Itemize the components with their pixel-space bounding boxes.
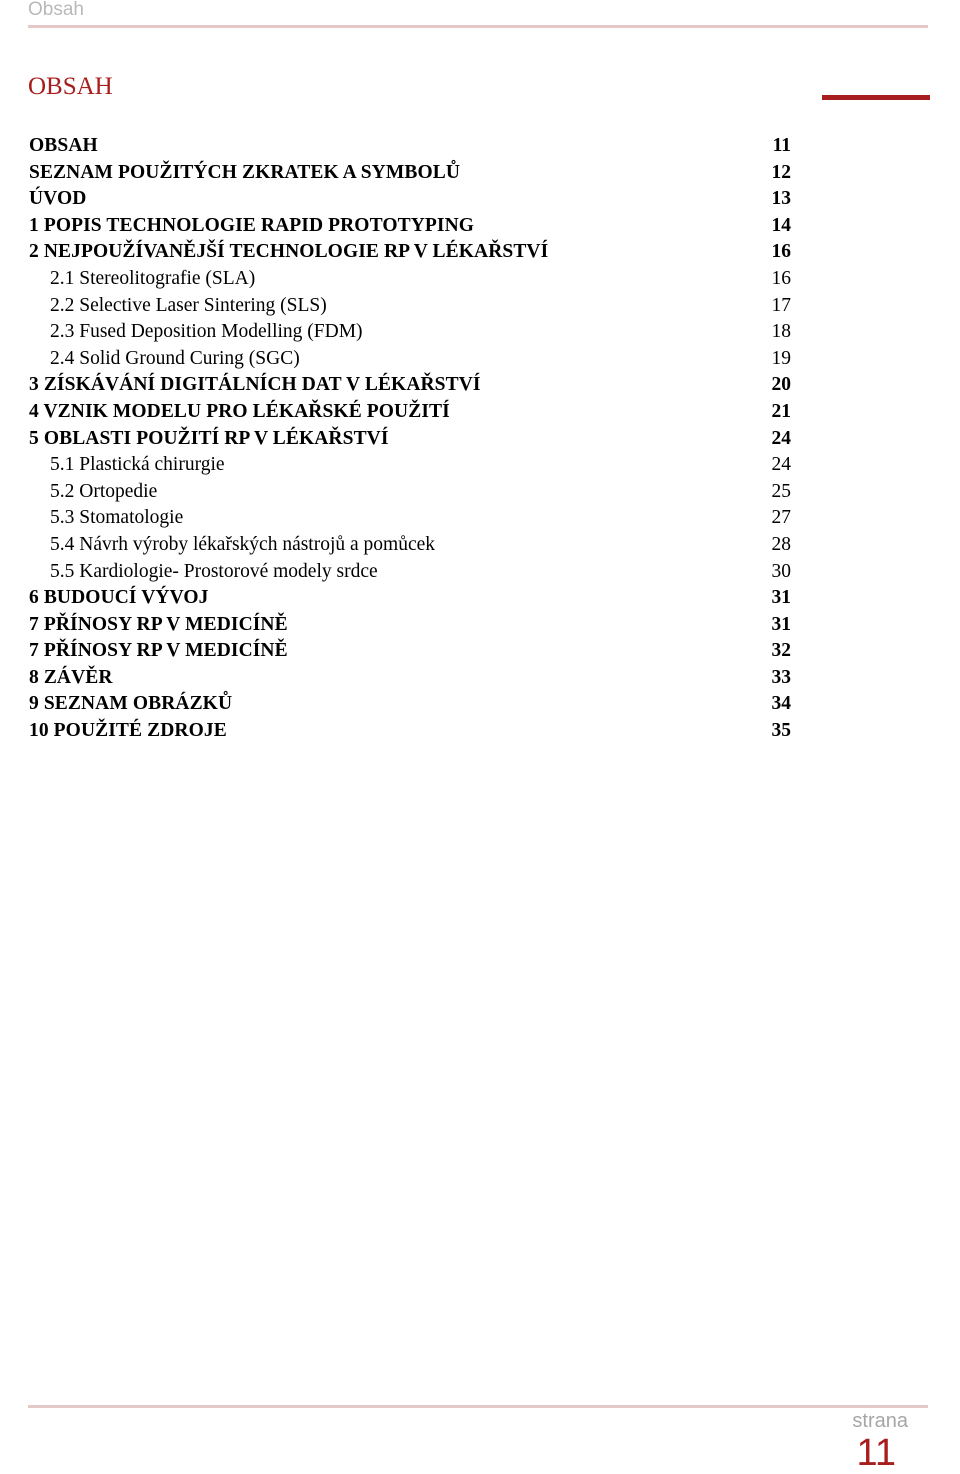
footer-page-number: 11: [856, 1432, 896, 1474]
toc-entry[interactable]: [29, 293, 791, 320]
toc-entry-page: 14: [771, 214, 791, 236]
toc-entry-page: 35: [771, 720, 791, 742]
toc-entry-page: 21: [771, 400, 791, 422]
toc-entry[interactable]: [29, 718, 791, 745]
toc-entry[interactable]: [29, 479, 791, 506]
toc-entry-page: 31: [771, 613, 791, 635]
toc-entry-page: 30: [771, 560, 791, 582]
header-rule: [28, 25, 928, 28]
toc-entry-page: 13: [771, 188, 791, 210]
footer-page-label: strana: [852, 1410, 908, 1432]
toc-entry-page: 20: [771, 374, 791, 396]
toc-entry-title: 1 POPIS TECHNOLOGIE RAPID PROTOTYPING: [29, 214, 475, 236]
toc-entry-page: 12: [771, 161, 791, 183]
toc-entry-title: 2.3 Fused Deposition Modelling (FDM): [50, 321, 363, 343]
toc-entry[interactable]: [29, 559, 791, 586]
toc-entry-title: 2 NEJPOUŽÍVANĚJŠÍ TECHNOLOGIE RP V LÉKAŘSTVÍ: [29, 241, 549, 263]
toc-entry-title: 5.4 Návrh výroby lékařských nástrojů a pomůcek: [50, 533, 436, 555]
toc-entry-title: 10 POUŽITÉ ZDROJE: [29, 720, 227, 742]
toc-entry-title: 7 PŘÍNOSY RP V MEDICÍNĚ: [29, 613, 288, 635]
toc-entry-title: 2.1 Stereolitografie (SLA): [50, 267, 256, 289]
toc-entry-title: OBSAH: [29, 135, 98, 156]
toc-entry-page: 32: [771, 640, 791, 662]
toc-entry-title: 5.1 Plastická chirurgie: [50, 454, 225, 476]
toc-entry-page: 24: [771, 454, 791, 476]
toc-entry-title: 3 ZÍSKÁVÁNÍ DIGITÁLNÍCH DAT V LÉKAŘSTVÍ: [29, 374, 481, 396]
toc-entry[interactable]: [29, 505, 791, 532]
toc-entry[interactable]: [29, 585, 791, 612]
toc-entry-page: 17: [771, 294, 791, 316]
toc-entry-title: 7 PŘÍNOSY RP V MEDICÍNĚ: [29, 640, 288, 662]
toc-entry[interactable]: [29, 452, 791, 479]
toc-entry-title: 5.2 Ortopedie: [50, 480, 158, 502]
toc-entry-page: 16: [771, 267, 791, 289]
toc-entry-page: 25: [771, 480, 791, 502]
toc-entry[interactable]: [29, 319, 791, 346]
toc-entry[interactable]: [29, 532, 791, 559]
toc-entry[interactable]: [29, 266, 791, 293]
toc-entry-page: 31: [771, 587, 791, 609]
toc-entry-title: SEZNAM POUŽITÝCH ZKRATEK A SYMBOLŮ: [29, 161, 461, 183]
toc-entry-page: 18: [771, 321, 791, 343]
toc-entry[interactable]: [29, 691, 791, 718]
toc-entry[interactable]: [29, 612, 791, 639]
toc-entry[interactable]: [29, 213, 791, 240]
title-accent-bar: [822, 95, 930, 100]
page-title: OBSAH: [28, 73, 113, 100]
toc-entry-page: 33: [771, 666, 791, 688]
toc-entry-page: 19: [771, 347, 791, 369]
toc-entry[interactable]: [29, 186, 791, 213]
toc-entry-title: 4 VZNIK MODELU PRO LÉKAŘSKÉ POUŽITÍ: [29, 400, 450, 422]
toc-entry[interactable]: [29, 426, 791, 453]
toc-entry[interactable]: [29, 346, 791, 373]
table-of-contents: [29, 133, 791, 745]
toc-entry[interactable]: [29, 665, 791, 692]
toc-entry[interactable]: [29, 638, 791, 665]
toc-entry-title: 5.5 Kardiologie- Prostorové modely srdce: [50, 560, 378, 582]
toc-entry-title: 6 BUDOUCÍ VÝVOJ: [29, 587, 209, 609]
toc-entry-page: 34: [771, 693, 791, 715]
toc-entry-page: 16: [771, 241, 791, 263]
toc-entry-title: 8 ZÁVĚR: [29, 666, 113, 688]
toc-entry[interactable]: [29, 399, 791, 426]
toc-entry[interactable]: [29, 372, 791, 399]
toc-entry-title: 2.2 Selective Laser Sintering (SLS): [50, 294, 327, 316]
toc-entry-title: ÚVOD: [29, 188, 87, 210]
footer-rule: [28, 1405, 928, 1408]
toc-entry-page: 27: [771, 507, 791, 529]
toc-entry-title: 5 OBLASTI POUŽITÍ RP V LÉKAŘSTVÍ: [29, 427, 389, 449]
running-header: Obsah: [28, 0, 84, 20]
toc-entry-page: 24: [771, 427, 791, 449]
toc-entry-page: 28: [771, 533, 791, 555]
toc-entry[interactable]: [29, 133, 791, 160]
toc-entry[interactable]: [29, 160, 791, 187]
toc-entry[interactable]: [29, 239, 791, 266]
toc-entry-title: 5.3 Stomatologie: [50, 507, 184, 529]
toc-entry-page: 11: [772, 135, 791, 156]
toc-entry-title: 9 SEZNAM OBRÁZKŮ: [29, 693, 233, 715]
toc-entry-title: 2.4 Solid Ground Curing (SGC): [50, 347, 300, 369]
